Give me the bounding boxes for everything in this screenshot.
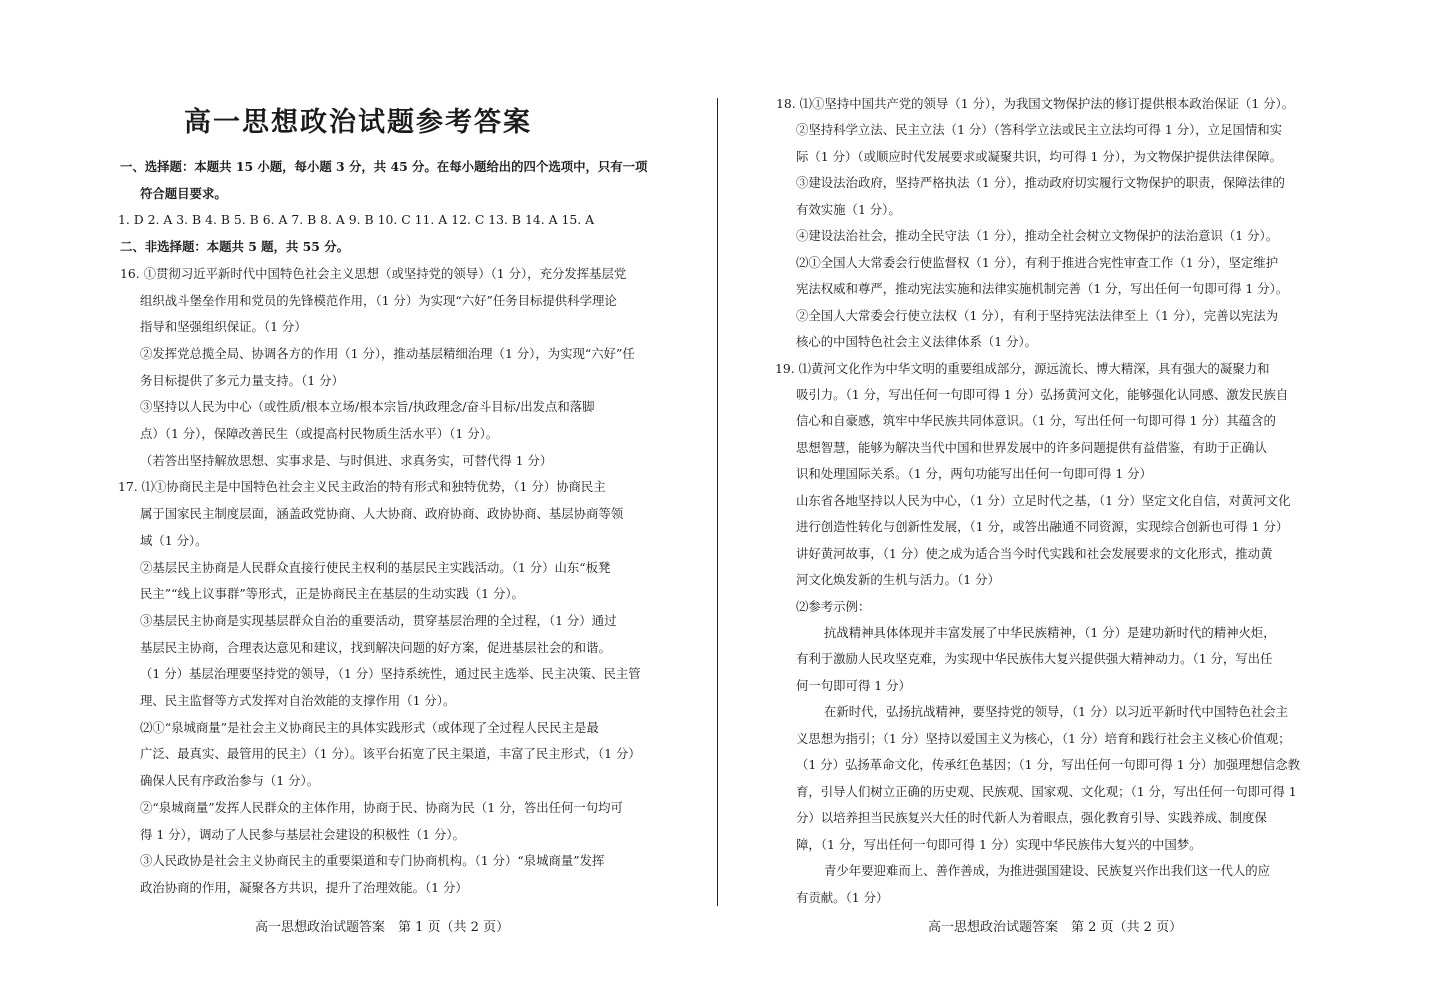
right-line: 青少年要迎难而上、善作善成，为推进强国建设、民族复兴作出我们这一代人的应 (824, 863, 1271, 879)
page-1 (0, 0, 716, 1002)
right-line: 有利于激励人民攻坚克难，为实现中华民族伟大复兴提供强大精神动力。（1 分，写出任 (796, 651, 1273, 667)
left-line: 属于国家民主制度层面，涵盖政党协商、人大协商、政府协商、政协协商、基层协商等领 (140, 506, 624, 522)
page-divider (717, 98, 718, 906)
left-line: （若答出坚持解放思想、实事求是、与时俱进、求真务实，可替代得 1 分） (140, 452, 553, 468)
left-line: 指导和坚强组织保证。（1 分） (140, 319, 307, 335)
right-line: 识和处理国际关系。（1 分，两句功能写出任何一句即可得 1 分） (796, 466, 1152, 482)
right-line: ②全国人大常委会行使立法权（1 分），有利于坚持宪法法律至上（1 分），完善以宪法为 (796, 307, 1279, 323)
left-line: ⑵①“泉城商量”是社会主义协商民主的具体实践形式（或体现了全过程人民民主是最 (140, 719, 599, 735)
right-line: ⑵①全国人大常委会行使监督权（1 分），有利于推进合宪性审查工作（1 分），坚定维护 (796, 254, 1279, 270)
right-line: 河文化焕发新的生机与活力。（1 分） (796, 572, 1000, 588)
right-line: （1 分）弘扬革命文化，传承红色基因；（1 分，写出任何一句即可得 1 分）加强理想信念教 (796, 757, 1301, 773)
left-line: 确保人民有序政治参与（1 分）。 (140, 773, 320, 789)
right-line: 义思想为指引；（1 分）坚持以爱国主义为核心，（1 分）培育和践行社会主义核心价值观； (796, 730, 1291, 746)
right-line: 有贡献。（1 分） (796, 889, 889, 905)
page-2-footer: 高一思想政治试题答案 第 2 页（共 2 页） (928, 920, 1183, 935)
right-line: 讲好黄河故事，（1 分）使之成为适合当今时代实践和社会发展要求的文化形式，推动黄 (796, 545, 1273, 561)
left-line: 域（1 分）。 (140, 532, 208, 548)
left-line: 广泛、最真实、最管用的民主）（1 分）。该平台拓宽了民主渠道，丰富了民主形式，（1 分） (140, 746, 641, 762)
left-line: 组织战斗堡垒作用和党员的先锋模范作用，（1 分）为实现“六好”任务目标提供科学理论 (140, 292, 617, 308)
document-title: 高一思想政治试题参考答案 (184, 107, 532, 138)
right-line: 在新时代，弘扬抗战精神，要坚持党的领导，（1 分）以习近平新时代中国特色社会主 (824, 704, 1289, 720)
right-line: 山东省各地坚持以人民为中心，（1 分）立足时代之基，（1 分）坚定文化自信，对黄河文化 (796, 492, 1291, 508)
left-line: 1. D 2. A 3. B 4. B 5. B 6. A 7. B 8. A 9. B 10. C 11. A 12. C 13. B 14. A 15. A (118, 212, 595, 228)
left-line: （1 分）基层治理要坚持党的领导，（1 分）坚持系统性，通过民主选举、民主决策、民主管 (140, 666, 641, 682)
right-line: 有效实施（1 分）。 (796, 201, 901, 217)
left-line: 政治协商的作用，凝聚各方共识，提升了治理效能。（1 分） (140, 879, 468, 895)
right-line: 障，（1 分，写出任何一句即可得 1 分）实现中华民族伟大复兴的中国梦。 (796, 836, 1202, 852)
left-line: ③人民政协是社会主义协商民主的重要渠道和专门协商机构。（1 分）“泉城商量”发挥 (140, 853, 605, 869)
right-line: 18. ⑴①坚持中国共产党的领导（1 分），为我国文物保护法的修订提供根本政治保证（1 分）。 (776, 96, 1295, 111)
right-line: ⑵参考示例： (796, 598, 871, 614)
left-line: 务目标提供了多元力量支持。（1 分） (140, 372, 344, 388)
left-line: 17. ⑴①协商民主是中国特色社会主义民主政治的特有形式和独特优势，（1 分）协商民主 (118, 479, 606, 495)
right-line: 分）以培养担当民族复兴大任的时代新人为着眼点，强化教育引导、实践养成、制度保 (796, 810, 1267, 826)
left-line: ②基层民主协商是人民群众直接行使民主权利的基层民主实践活动。（1 分）山东“板凳 (140, 559, 611, 575)
left-line: 一、选择题：本题共 15 小题，每小题 3 分，共 45 分。在每小题给出的四个选项中，只有一项 (120, 159, 648, 174)
left-line: ②“泉城商量”发挥人民群众的主体作用，协商于民、协商为民（1 分，答出任何一句均可 (140, 799, 623, 815)
left-line: 符合题目要求。 (140, 185, 227, 201)
left-line: 点）（1 分），保障改善民生（或提高村民物质生活水平）（1 分）。 (140, 426, 499, 441)
left-line: 理、民主监督等方式发挥对自治效能的支撑作用（1 分）。 (140, 693, 456, 708)
right-line: 思想智慧，能够为解决当代中国和世界发展中的许多问题提供有益借鉴，有助于正确认 (796, 439, 1267, 455)
right-line: 宪法权威和尊严，推动宪法实施和法律实施机制完善（1 分，写出任何一句即可得 1 分）。 (796, 281, 1289, 297)
left-line: 16. ①贯彻习近平新时代中国特色社会主义思想（或坚持党的领导）（1 分），充分发挥基层党 (120, 265, 627, 281)
left-line: 得 1 分），调动了人民参与基层社会建设的积极性（1 分）。 (140, 826, 465, 842)
right-line: ②坚持科学立法、民主立法（1 分）（答科学立法或民主立法均可得 1 分），立足国情和实 (796, 122, 1283, 138)
right-line: 信心和自豪感，筑牢中华民族共同体意识。（1 分，写出任何一句即可得 1 分）其蕴含的 (796, 413, 1276, 429)
left-line: ③基层民主协商是实现基层群众自治的重要活动，贯穿基层治理的全过程，（1 分）通过 (140, 612, 617, 628)
left-line: 基层民主协商，合理表达意见和建议，找到解决问题的好方案，促进基层社会的和谐。 (140, 639, 611, 655)
right-line: 育，引导人们树立正确的历史观、民族观、国家观、文化观；（1 分，写出任何一句即可得 1 (796, 783, 1297, 799)
right-line: 际（1 分）（或顺应时代发展要求或凝聚共识，均可得 1 分），为文物保护提供法律保障。 (796, 148, 1283, 164)
left-line: 民主”“线上议事群”等形式，正是协商民主在基层的生动实践（1 分）。 (140, 586, 524, 602)
right-line: 19. ⑴黄河文化作为中华文明的重要组成部分，源远流长、博大精深，具有强大的凝聚力和 (775, 360, 1270, 376)
page-1-footer: 高一思想政治试题答案 第 1 页（共 2 页） (255, 920, 510, 935)
page-2 (720, 0, 1437, 1002)
right-line: ③建设法治政府，坚持严格执法（1 分），推动政府切实履行文物保护的职责，保障法律的 (796, 175, 1285, 191)
left-line: 二、非选择题：本题共 5 题，共 55 分。 (120, 239, 349, 255)
left-line: ②发挥党总揽全局、协调各方的作用（1 分），推动基层精细治理（1 分），为实现“六好”任 (140, 345, 635, 361)
right-line: 抗战精神具体体现并丰富发展了中华民族精神，（1 分）是建功新时代的精神火炬， (824, 625, 1276, 640)
left-line: ③坚持以人民为中心（或性质/根本立场/根本宗旨/执政理念/奋斗目标/出发点和落脚 (140, 399, 595, 415)
right-line: 核心的中国特色社会主义法律体系（1 分）。 (796, 334, 1038, 350)
right-line: 何一句即可得 1 分） (796, 677, 911, 693)
right-line: 吸引力。（1 分，写出任何一句即可得 1 分）弘扬黄河文化，能够强化认同感、激发民族自 (796, 386, 1289, 402)
right-line: 进行创造性转化与创新性发展，（1 分，或答出融通不同资源，实现综合创新也可得 1 分） (796, 519, 1289, 535)
right-line: ④建设法治社会，推动全民守法（1 分），推动全社会树立文物保护的法治意识（1 分）。 (796, 228, 1279, 244)
